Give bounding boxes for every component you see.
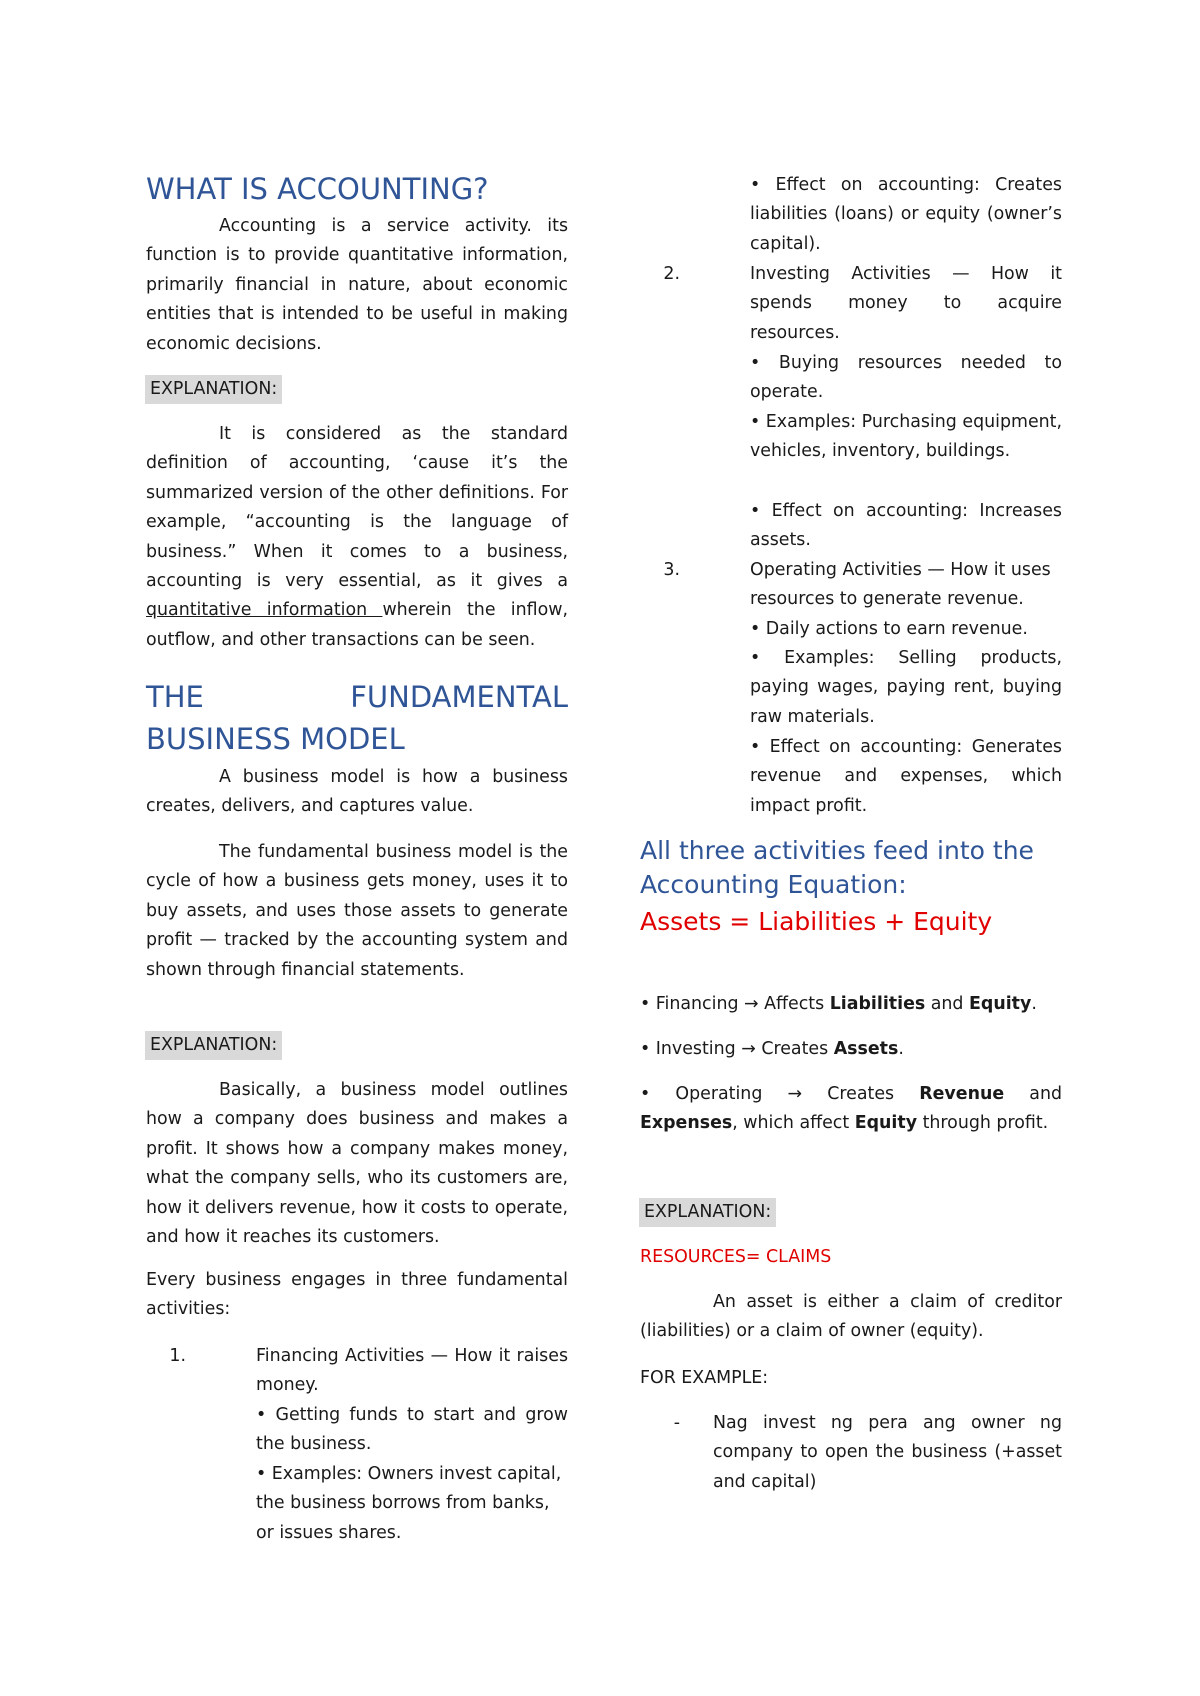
- text-run: and: [925, 994, 969, 1014]
- investing-bullet-1: • Buying resources needed to operate.: [750, 353, 1062, 403]
- paragraph-three-activities: Every business engages in three fundamental activities:: [146, 1270, 568, 1320]
- paragraph-explanation-2: Basically, a business model outlines how a company does business and makes a profit. It shows how a company makes money, what the company sells, who its customers are, how it delivers revenue, how it costs to operate, and how it reaches its customers.: [146, 1080, 568, 1248]
- text-run: • Financing → Affects: [640, 994, 830, 1014]
- paragraph-explanation-1: [146, 420, 568, 655]
- text-run: • Operating → Creates: [640, 1084, 920, 1104]
- bold-text: Equity: [969, 994, 1032, 1014]
- list-number: 3.: [663, 560, 680, 580]
- text-run: and: [1004, 1084, 1062, 1104]
- operating-bullet-1: • Daily actions to earn revenue.: [750, 619, 1028, 639]
- text-run: , which affect: [732, 1113, 855, 1134]
- text-run: .: [1031, 994, 1037, 1014]
- example-item: Nag invest ng pera ang owner ng company to open the business (+asset and capital): [713, 1413, 1062, 1492]
- list-number: 2.: [663, 264, 680, 284]
- accounting-equation: Assets = Liabilities + Equity: [640, 907, 993, 936]
- explanation-label-3: [640, 1198, 1062, 1227]
- financing-title: Financing Activities — How it raises money.: [256, 1346, 568, 1396]
- heading-fundamental-line1: THE FUNDAMENTAL: [146, 680, 568, 714]
- text-run: through profit.: [917, 1113, 1049, 1134]
- bold-text: Expenses: [640, 1113, 733, 1134]
- text-run: • Investing → Creates: [640, 1039, 834, 1059]
- investing-bullet-2: • Examples: Purchasing equipment, vehicles, inventory, buildings.: [750, 412, 1063, 462]
- bold-text: Assets: [833, 1039, 899, 1059]
- list-number: 1.: [169, 1346, 186, 1366]
- bold-text: Revenue: [919, 1084, 1005, 1104]
- heading-fundamental-line2: BUSINESS MODEL: [146, 722, 405, 756]
- dash-marker: -: [673, 1413, 680, 1433]
- operating-bullet-3: • Effect on accounting: Generates revenue and expenses, which impact profit.: [750, 737, 1062, 816]
- financing-bullet-2: • Examples: Owners invest capital, the business borrows from banks, or issues shares.: [256, 1464, 562, 1543]
- explanation-label-2: [146, 1031, 568, 1060]
- resources-claims: RESOURCES= CLAIMS: [640, 1247, 832, 1267]
- paragraph-accounting-definition: Accounting is a service activity. its function is to provide quantitative information, primarily financial in nature, about economic entities that is intended to be useful in making economic decisions.: [146, 216, 568, 354]
- investing-title: Investing Activities — How it spends money to acquire resources.: [750, 264, 1062, 343]
- for-example-label: FOR EXAMPLE:: [640, 1368, 769, 1388]
- bold-text: Liabilities: [829, 994, 926, 1014]
- heading-what-is-accounting: WHAT IS ACCOUNTING?: [146, 172, 489, 206]
- bullet-investing-effect: [640, 1035, 1062, 1064]
- paragraph-fundamental-model: The fundamental business model is the cycle of how a business gets money, uses it to buy assets, and uses those assets to generate profit — tracked by the accounting system and shown through financial statements.: [146, 842, 568, 980]
- text-run: wherein the inflow, outflow, and other transactions can be seen.: [146, 600, 568, 650]
- text-run: It is considered as the standard definition of accounting, ‘cause it’s the summarized version of the other definitions. For example, “accounting is the language of business.” When it comes to a business, accounting is very essential, as it gives a: [146, 424, 568, 592]
- explanation-tag: EXPLANATION:: [639, 1198, 776, 1227]
- equation-heading: All three activities feed into the Accounting Equation:: [640, 836, 1034, 899]
- text-run: .: [898, 1039, 904, 1059]
- bullet-operating-effect: [640, 1080, 1062, 1139]
- operating-title: Operating Activities — How it uses resources to generate revenue.: [750, 560, 1051, 610]
- explanation-tag: EXPLANATION:: [145, 1031, 282, 1060]
- bullet-financing-effect: [640, 990, 1062, 1019]
- operating-bullet-2: • Examples: Selling products, paying wages, paying rent, buying raw materials.: [750, 648, 1062, 727]
- financing-bullet-1: • Getting funds to start and grow the business.: [256, 1405, 568, 1455]
- investing-bullet-3: • Effect on accounting: Increases assets.: [750, 501, 1062, 551]
- financing-bullet-3: • Effect on accounting: Creates liabilities (loans) or equity (owner’s capital).: [750, 175, 1062, 254]
- explanation-tag: EXPLANATION:: [145, 375, 282, 404]
- paragraph-asset-claim: An asset is either a claim of creditor (liabilities) or a claim of owner (equity).: [640, 1292, 1062, 1342]
- explanation-label-1: [146, 375, 568, 404]
- paragraph-business-model: A business model is how a business creates, delivers, and captures value.: [146, 767, 568, 817]
- underlined-text: quantitative information: [146, 600, 383, 621]
- bold-text: Equity: [854, 1113, 918, 1134]
